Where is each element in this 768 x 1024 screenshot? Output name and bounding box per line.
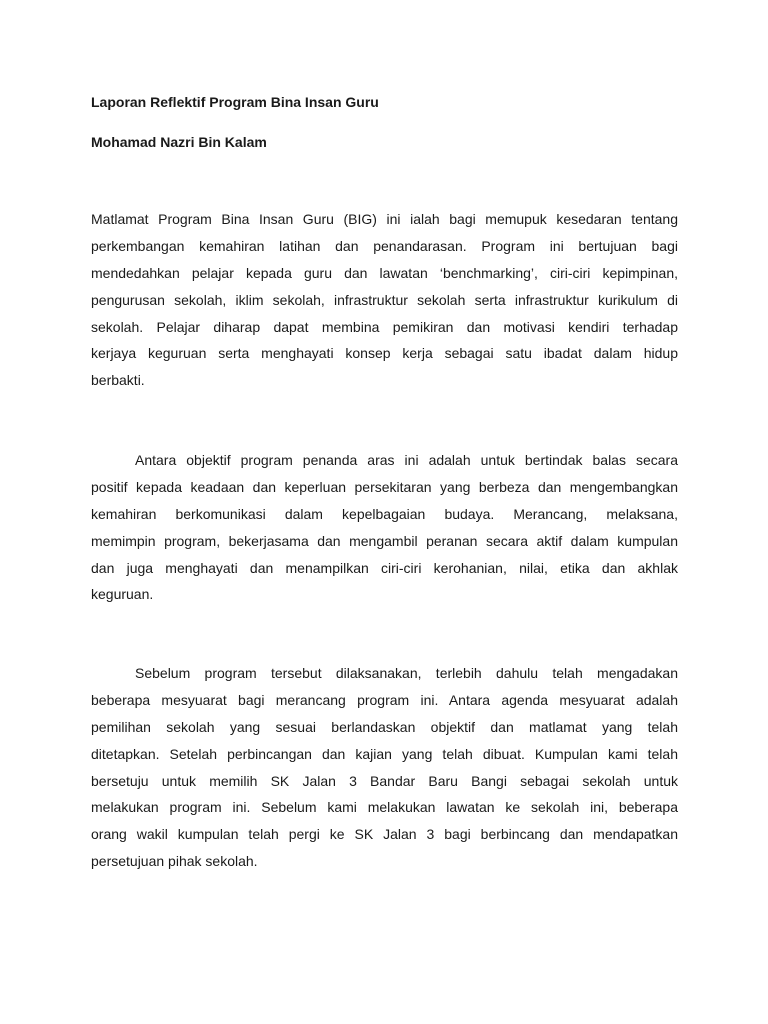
paragraph-line: kemahiran berkomunikasi dalam kepelbagaian budaya. Merancang, melaksana, bbox=[91, 505, 678, 522]
paragraph-line: Matlamat Program Bina Insan Guru (BIG) ini ialah bagi memupuk kesedaran tentang bbox=[91, 211, 678, 227]
paragraph-line: Antara objektif program penanda aras ini adalah untuk bertindak balas secara bbox=[135, 452, 678, 468]
paragraph-line: keguruan. bbox=[91, 586, 154, 603]
paragraph-line: sekolah. Pelajar diharap dapat membina pemikiran dan motivasi kendiri terhadap bbox=[91, 318, 678, 335]
paragraph-line: dan juga menghayati dan menampilkan ciri-ciri kerohanian, nilai, etika dan akhlak bbox=[91, 559, 678, 576]
paragraph-line: memimpin program, bekerjasama dan mengambil peranan secara aktif dalam kumpulan bbox=[91, 532, 678, 549]
paragraph-line: ditetapkan. Setelah perbincangan dan kajian yang telah dibuat. Kumpulan kami telah bbox=[91, 745, 678, 762]
paragraph-line: berbakti. bbox=[91, 372, 145, 389]
paragraph-line: perkembangan kemahiran latihan dan penandarasan. Program ini bertujuan bagi bbox=[91, 237, 678, 254]
paragraph-purpose bbox=[91, 206, 678, 394]
paragraph-preparation bbox=[91, 660, 678, 875]
paragraph-line: pengurusan sekolah, iklim sekolah, infrastruktur sekolah serta infrastruktur kurikulum di bbox=[91, 291, 678, 308]
paragraph-line: mendedahkan pelajar kepada guru dan lawatan ‘benchmarking’, ciri-ciri kepimpinan, bbox=[91, 264, 678, 281]
document-title: Laporan Reflektif Program Bina Insan Guru bbox=[91, 94, 379, 110]
paragraph-line: bersetuju untuk memilih SK Jalan 3 Bandar Baru Bangi sebagai sekolah untuk bbox=[91, 772, 678, 789]
paragraph-line: orang wakil kumpulan telah pergi ke SK Jalan 3 bagi berbincang dan mendapatkan bbox=[91, 826, 678, 843]
paragraph-line: pemilihan sekolah yang sesuai berlandaskan objektif dan matlamat yang telah bbox=[91, 718, 678, 735]
paragraph-objectives bbox=[91, 447, 678, 608]
paragraph-line: beberapa mesyuarat bagi merancang program ini. Antara agenda mesyuarat adalah bbox=[91, 691, 678, 708]
paragraph-line: kerjaya keguruan serta menghayati konsep kerja sebagai satu ibadat dalam hidup bbox=[91, 345, 678, 362]
paragraph-line: melakukan program ini. Sebelum kami melakukan lawatan ke sekolah ini, beberapa bbox=[91, 799, 678, 816]
paragraph-line: Sebelum program tersebut dilaksanakan, terlebih dahulu telah mengadakan bbox=[135, 665, 678, 681]
paragraph-line: persetujuan pihak sekolah. bbox=[91, 853, 258, 870]
author-name: Mohamad Nazri Bin Kalam bbox=[91, 134, 267, 150]
paragraph-line: positif kepada keadaan dan keperluan persekitaran yang berbeza dan mengembangkan bbox=[91, 478, 678, 495]
